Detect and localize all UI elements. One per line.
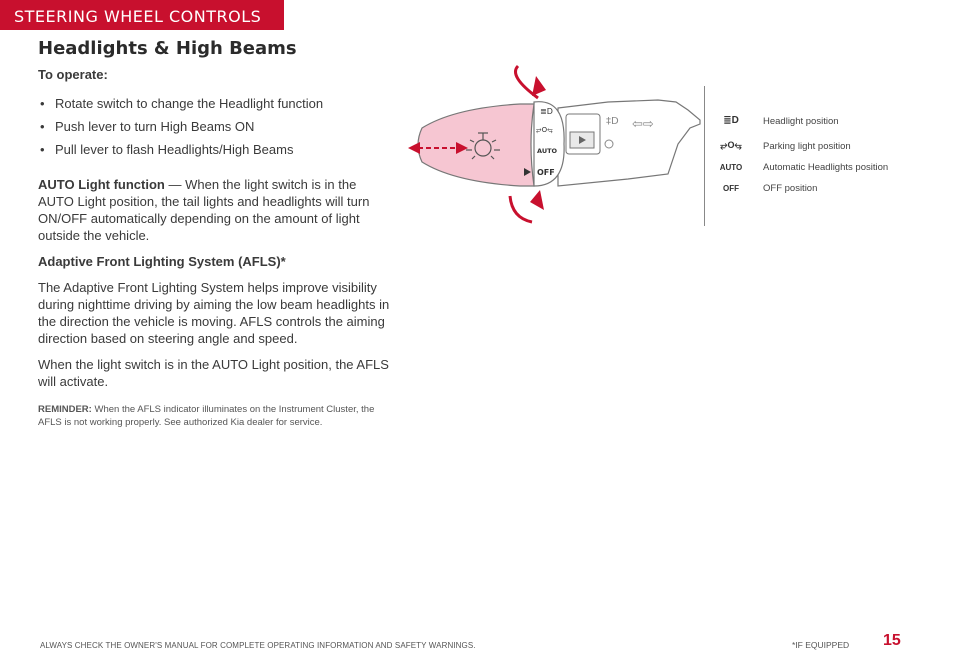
reminder-label: REMINDER: (38, 404, 92, 415)
off-text-icon: OFF (723, 184, 739, 193)
rotate-arrow-bottom-curve (510, 196, 532, 222)
operation-list (38, 95, 394, 158)
headlight-lever-diagram (408, 62, 708, 232)
auto-text-icon: AUTO (719, 163, 743, 172)
safety-warning: ALWAYS CHECK THE OWNER'S MANUAL FOR COMPLETE OPERATING INFORMATION AND SAFETY WARNINGS. (40, 641, 476, 650)
afls-paragraph-1: The Adaptive Front Lighting System helps improve visibility during nighttime driving by aiming the low beam headlights in the direction the vehicle is moving. AFLS controls the aiming direction based on steering angle and speed. (38, 280, 390, 346)
to-operate-heading: To operate: (38, 67, 108, 82)
auto-light-paragraph (38, 176, 394, 244)
afls-paragraph-2: When the light switch is in the AUTO Light position, the AFLS will activate. (38, 357, 389, 389)
position-legend (716, 112, 936, 200)
list-item: • Push lever to turn High Beams ON (38, 118, 394, 135)
list-item: • Pull lever to flash Headlights/High Beams (38, 141, 394, 158)
rotate-arrow-bottom-head (530, 190, 544, 210)
section-tab: STEERING WHEEL CONTROLS (0, 0, 284, 30)
rotate-arrow-top-head (532, 76, 546, 96)
legend-label: Automatic Headlights position (763, 162, 889, 173)
dial-off-label: OFF (537, 168, 555, 177)
legend-label: Headlight position (763, 116, 839, 127)
headlight-icon: ≣D (723, 115, 739, 126)
reminder-note (38, 404, 388, 429)
pull-arrowhead (408, 142, 420, 154)
legend-row (716, 179, 936, 200)
dial-headlight-icon: ≣D (540, 107, 553, 116)
auto-light-heading: AUTO Light function (38, 177, 165, 192)
legend-label: OFF position (763, 183, 818, 194)
main-content (38, 64, 394, 429)
auto-light-text: — When the light switch is in the AUTO Light position, the tail lights and headlights will turn ON/OFF automatically depending on the amount of light outside the vehicle. (38, 177, 370, 243)
legend-row (716, 137, 936, 158)
page-number: 15 (883, 632, 901, 649)
legend-label: Parking light position (763, 141, 851, 152)
turn-arrows-icon: ⇦⇨ (632, 117, 654, 132)
indicator-dot (605, 140, 613, 148)
list-item: • Rotate switch to change the Headlight function (38, 95, 394, 112)
legend-row (716, 158, 936, 179)
parking-light-icon: ⥂O⥃ (720, 140, 742, 150)
legend-row (716, 112, 936, 133)
dial-parking-icon: ⥂O⥃ (536, 126, 553, 134)
reminder-text: When the AFLS indicator illuminates on the Instrument Cluster, the AFLS is not working properly. See authorized Kia dealer for service. (38, 404, 375, 428)
afls-heading: Adaptive Front Lighting System (AFLS)* (38, 254, 286, 269)
if-equipped-note: *IF EQUIPPED (792, 640, 850, 650)
legend-divider (704, 86, 705, 226)
lever-illustration (408, 62, 708, 232)
fog-light-icon: ‡D (606, 116, 619, 127)
page-title: Headlights & High Beams (38, 38, 297, 59)
dial-auto-label: AUTO (537, 147, 558, 155)
